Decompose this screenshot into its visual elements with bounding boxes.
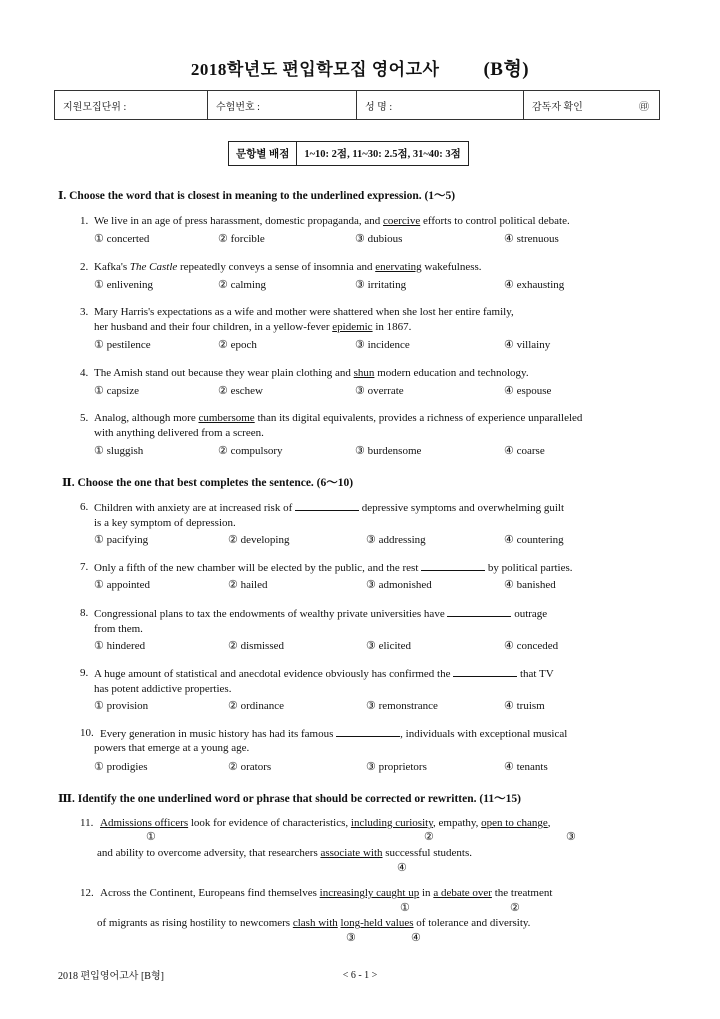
option-4[interactable]: ④ conceded xyxy=(504,640,559,652)
option-1[interactable]: ① enlivening xyxy=(94,279,154,291)
applicant-info-table xyxy=(54,90,660,120)
option-4[interactable]: ④ banished xyxy=(504,579,556,591)
option-2[interactable]: ② ordinance xyxy=(228,700,284,712)
footer-exam-label: 2018 편입영어고사 [B형] xyxy=(58,971,164,982)
score-allocation-box xyxy=(228,141,469,166)
underlined-phrase-1: Admissions officers xyxy=(100,817,189,829)
option-3[interactable]: ③ irritating xyxy=(355,279,407,291)
exam-title: 2018학년도 편입학모집 영어고사 xyxy=(190,60,440,79)
option-1[interactable]: ① pacifying xyxy=(94,534,149,546)
question-text-line2: powers that emerge at a young age. xyxy=(94,742,250,754)
unit-field[interactable]: 지원모집단위 : xyxy=(55,91,208,120)
underlined-word: epidemic xyxy=(332,321,373,333)
marker-2: ② xyxy=(510,902,520,914)
question-text: Congressional plans to tax the endowments of wealthy private universities have outrage from them. xyxy=(94,608,548,635)
question-number: 10. xyxy=(80,727,94,739)
proctor-label: 감독자 확인 xyxy=(532,101,583,113)
marker-3: ③ xyxy=(346,932,356,944)
exam-number-field[interactable]: 수험번호 : xyxy=(208,91,357,120)
question-number: 11. xyxy=(80,817,94,829)
question-number: 5. xyxy=(80,412,89,424)
question-text: Children with anxiety are at increased risk of depressive symptoms and overwhelming guilt is a key symptom of depression. xyxy=(94,502,564,529)
score-value: 1~10: 2점, 11~30: 2.5점, 31~40: 3점 xyxy=(297,142,468,166)
underlined-phrase-3: clash with xyxy=(292,917,338,929)
question-text: Admissions officers look for evidence of characteristics, including curiosity, empathy, open to change, xyxy=(100,817,551,829)
option-2[interactable]: ② epoch xyxy=(218,339,257,351)
option-4[interactable]: ④ espouse xyxy=(504,385,552,397)
question-number: 4. xyxy=(80,367,89,379)
option-1[interactable]: ① sluggish xyxy=(94,445,144,457)
question-text: The Amish stand out because they wear plain clothing and shun modern education and technology. xyxy=(94,367,529,379)
option-3[interactable]: ③ remonstrance xyxy=(366,700,438,712)
option-1[interactable]: ① prodigies xyxy=(94,761,148,773)
question-text: Analog, although more cumbersome than its digital equivalents, provides a richness of experience unparalleled with anything delivered from a screen. xyxy=(94,412,583,439)
option-2[interactable]: ② compulsory xyxy=(218,445,283,457)
option-4[interactable]: ④ tenants xyxy=(504,761,548,773)
question-text: We live in an age of press harassment, domestic propaganda, and coercive efforts to control political debate. xyxy=(94,215,570,227)
option-4[interactable]: ④ villainy xyxy=(504,339,551,351)
option-1[interactable]: ① appointed xyxy=(94,579,150,591)
option-4[interactable]: ④ countering xyxy=(504,534,564,546)
marker-1: ① xyxy=(146,831,156,843)
underlined-phrase-1: increasingly caught up xyxy=(319,887,420,899)
section-1-heading: Ⅰ. Choose the word that is closest in meaning to the underlined expression. (1～5) xyxy=(58,190,456,202)
option-3[interactable]: ③ dubious xyxy=(355,233,403,245)
underlined-phrase-3: open to change xyxy=(481,817,548,829)
question-text: Across the Continent, Europeans find themselves increasingly caught up in a debate over the treatment xyxy=(100,887,553,899)
marker-4: ④ xyxy=(411,932,421,944)
marker-1: ① xyxy=(400,902,410,914)
underlined-phrase-2: including curiosity xyxy=(350,817,433,829)
underlined-phrase-2: a debate over xyxy=(433,887,492,899)
seal-mark: ㊞ xyxy=(639,102,649,113)
option-2[interactable]: ② eschew xyxy=(218,385,263,397)
option-3[interactable]: ③ incidence xyxy=(355,339,410,351)
option-4[interactable]: ④ coarse xyxy=(504,445,545,457)
proctor-confirm-field[interactable] xyxy=(524,91,660,120)
question-number: 3. xyxy=(80,306,89,318)
option-3[interactable]: ③ burdensome xyxy=(355,445,422,457)
option-3[interactable]: ③ admonished xyxy=(366,579,432,591)
marker-3: ③ xyxy=(566,831,576,843)
section-3-heading: Ⅲ. Identify the one underlined word or phrase that should be corrected or rewritten. (11～15) xyxy=(58,793,521,805)
option-2[interactable]: ② calming xyxy=(218,279,267,291)
question-number: 1. xyxy=(80,215,89,227)
question-number: 8. xyxy=(80,607,89,619)
answer-blank xyxy=(421,560,485,571)
underlined-word: shun xyxy=(353,367,375,379)
question-text: Kafka's The Castle repeatedly conveys a sense of insomnia and enervating wakefulness. xyxy=(94,261,482,273)
answer-blank xyxy=(336,726,400,737)
underlined-phrase-4: associate with xyxy=(320,847,383,859)
question-number: 7. xyxy=(80,561,89,573)
option-3[interactable]: ③ elicited xyxy=(366,640,411,652)
option-2[interactable]: ② forcible xyxy=(218,233,265,245)
option-3[interactable]: ③ overrate xyxy=(355,385,404,397)
option-1[interactable]: ① pestilence xyxy=(94,339,151,351)
option-4[interactable]: ④ exhausting xyxy=(504,279,565,291)
page-number: < 6 - 1 > xyxy=(342,970,378,981)
option-2[interactable]: ② hailed xyxy=(228,579,268,591)
option-1[interactable]: ① hindered xyxy=(94,640,146,652)
underlined-phrase-4: long-held values xyxy=(340,917,414,929)
question-text: Mary Harris's expectations as a wife and mother were shattered when she lost her entire family, her husband and their four children, in a yellow-fever epidemic in 1867. xyxy=(94,306,514,333)
question-number: 12. xyxy=(80,887,94,899)
page-title xyxy=(0,54,720,81)
answer-blank xyxy=(295,500,359,511)
option-4[interactable]: ④ truism xyxy=(504,700,545,712)
option-2[interactable]: ② developing xyxy=(228,534,290,546)
question-text: Every generation in music history has had its famous , individuals with exceptional musical xyxy=(100,728,568,740)
question-text: Only a fifth of the new chamber will be elected by the public, and the rest by political parties. xyxy=(94,562,573,574)
option-1[interactable]: ① provision xyxy=(94,700,149,712)
answer-blank xyxy=(447,606,511,617)
score-label: 문항별 배점 xyxy=(229,142,297,166)
option-2[interactable]: ② dismissed xyxy=(228,640,285,652)
marker-2: ② xyxy=(424,831,434,843)
question-text-line2: and ability to overcome adversity, that researchers associate with successful students. xyxy=(97,847,473,859)
question-text: A huge amount of statistical and anecdotal evidence obviously has confirmed the that TV has potent addictive properties. xyxy=(94,668,554,695)
question-number: 2. xyxy=(80,261,89,273)
underlined-word: coercive xyxy=(383,215,421,227)
question-number: 6. xyxy=(80,501,89,513)
marker-4: ④ xyxy=(397,862,407,874)
question-number: 9. xyxy=(80,667,89,679)
option-1[interactable]: ① concerted xyxy=(94,233,150,245)
form-type: (B형) xyxy=(483,59,530,80)
name-field[interactable]: 성 명 : xyxy=(357,91,524,120)
option-1[interactable]: ① capsize xyxy=(94,385,139,397)
option-3[interactable]: ③ proprietors xyxy=(366,761,427,773)
option-2[interactable]: ② orators xyxy=(228,761,272,773)
underlined-word: enervating xyxy=(375,261,422,273)
option-3[interactable]: ③ addressing xyxy=(366,534,426,546)
answer-blank xyxy=(453,666,517,677)
option-4[interactable]: ④ strenuous xyxy=(504,233,559,245)
question-text-line2: of migrants as rising hostility to newcomers clash with long-held values of tolerance and diversity. xyxy=(97,917,531,929)
underlined-word: cumbersome xyxy=(198,412,255,424)
section-2-heading: Ⅱ. Choose the one that best completes the sentence. (6～10) xyxy=(62,477,354,489)
